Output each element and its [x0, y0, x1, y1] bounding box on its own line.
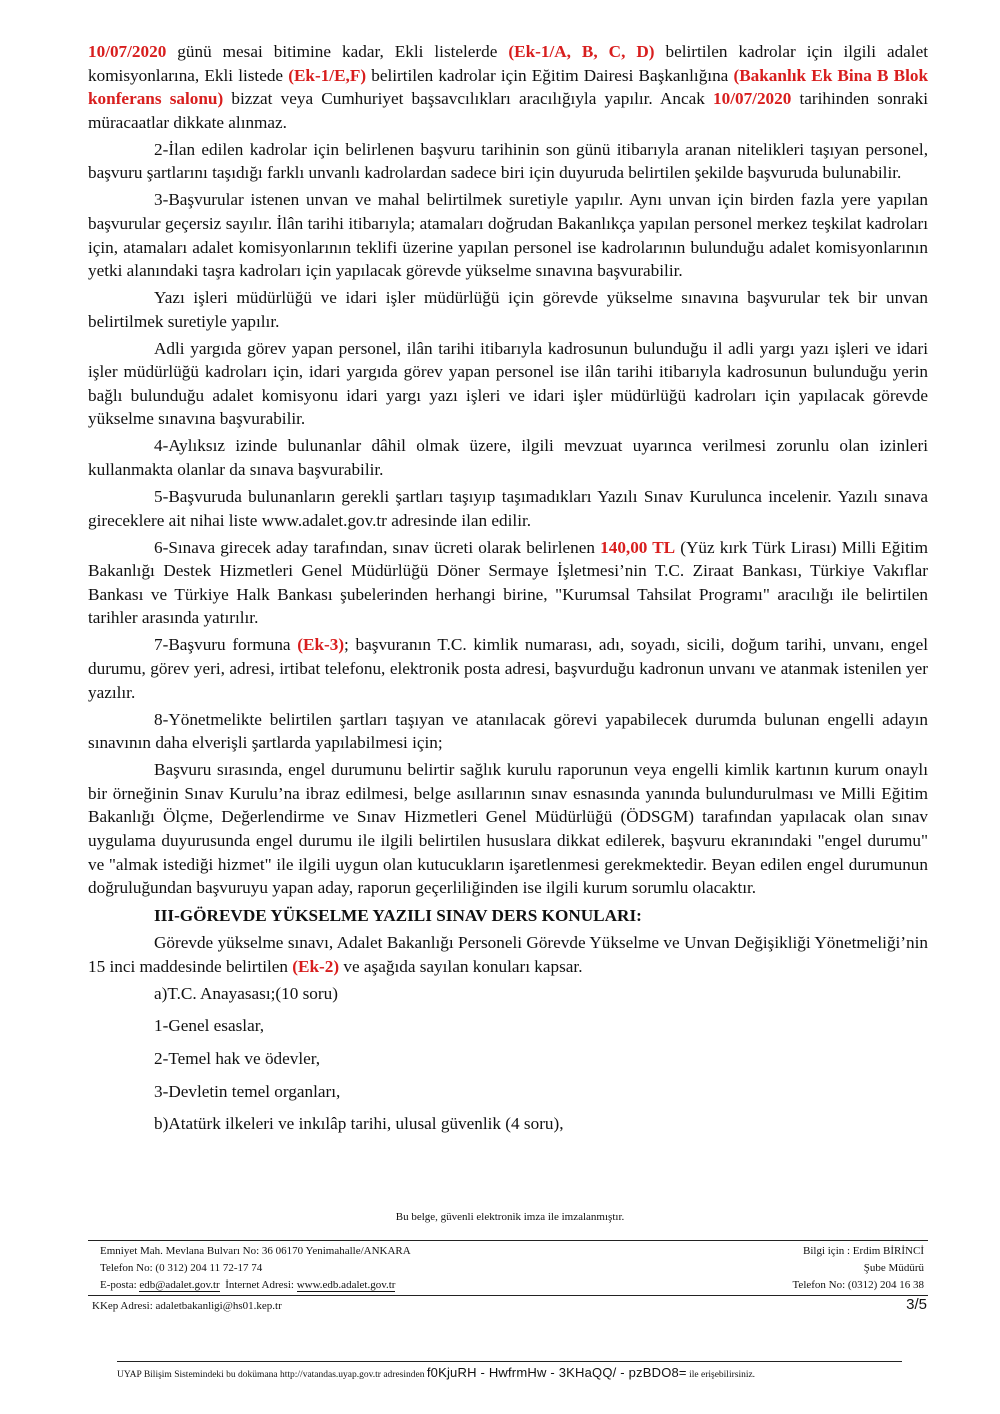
kep-address: KKep Adresi: adaletbakanligi@hs01.kep.tr — [92, 1300, 282, 1312]
paragraph-6: 4-Aylıksız izinde bulunanlar dâhil olmak üzere, ilgili mevzuat uyarınca verilmesi zorunlu olan izinleri kullanmakta olanlar da sınava başvurabilir. — [88, 436, 928, 480]
fee-amount: 140,00 TL — [600, 537, 676, 557]
paragraph-deadline: 10/07/2020 günü mesai bitimine kadar, Ekli listelerde (Ek-1/A, B, C, D) belirtilen kadrolar için ilgili adalet komisyonlarına, Ekli listede (Ek-1/E,F) belirtilen kadrolar için Eğitim Dairesi Başkanlığına (Bakanlık Ek Bina B Blok konferans salonu) bizzat veya Cumhuriyet başsavcılıkları aracılığıyla yapılır. Ancak 10/07/2020 tarihinden sonraki müracaatlar dikkate alınmaz. — [88, 42, 929, 132]
paragraph-8: 8-Yönetmelikte belirtilen şartları taşıyan ve atanılacak görevi yapabilecek durumda bulunan engelli adayın sınavının daha elverişli şartlarda yapılabilmesi için; — [88, 709, 928, 753]
footer-contact-block — [792, 1243, 924, 1294]
document-body — [88, 40, 928, 1145]
uyap-divider — [117, 1361, 902, 1362]
footer-phone: Telefon No: (0 312) 204 11 72-17 74 — [100, 1262, 263, 1274]
contact-phone: Telefon No: (0312) 204 16 38 — [792, 1279, 924, 1291]
deadline-date: 10/07/2020 — [713, 89, 792, 109]
footer-contacts: E-posta: edb@adalet.gov.tr İnternet Adresi: www.edb.adalet.gov.tr — [100, 1279, 396, 1291]
footer-address: Emniyet Mah. Mevlana Bulvarı No: 36 06170 Yenimahalle/ANKARA — [100, 1245, 411, 1257]
paragraph-4: Yazı işleri müdürlüğü ve idari işler müdürlüğü için görevde yükselme sınavına başvurular tek bir unvan belirtilmek suretiyle yapılır. — [88, 288, 928, 331]
contact-title: Şube Müdürü — [863, 1262, 924, 1274]
signature-note: Bu belge, güvenli elektronik imza ile imzalanmıştır. — [395, 1211, 625, 1223]
verification-code: f0KjuRH - HwfrmHw - 3KHaQQ/ - pzBDO8= — [426, 1365, 687, 1380]
list-item: a)T.C. Anayasası;(10 soru) — [154, 983, 338, 1003]
list-item: 1-Genel esaslar, — [154, 1016, 265, 1036]
footer-divider — [88, 1295, 928, 1296]
annex-ref: (Ek-1/E,F) — [288, 65, 367, 85]
venue-text: (Bakanlık Ek Bina B Blok konferans salonu) — [88, 65, 929, 109]
paragraph-2: 2-İlan edilen kadrolar için belirlenen başvuru tarihinin son günü itibarıyla aranan nitelikleri taşıyan personel, başvuru şartlarını taşıdığı farklı unvanlı kadrolardan sadece biri için duyuruda belirtilen şekilde başvuruda bulunabilir. — [88, 139, 928, 183]
annex-ref: (Ek-1/A, B, C, D) — [508, 42, 655, 61]
page-number: 3/5 — [906, 1296, 927, 1313]
paragraph-fee: 6-Sınava girecek aday tarafından, sınav ücreti olarak belirlenen 140,00 TL (Yüz kırk Türk Lirası) Milli Eğitim Bakanlığı Destek Hizmetleri Genel Müdürlüğü Döner Sermaye İşletmesi’nin T.C. Ziraat Bankası, Türkiye Vakıflar Bankası ve Türkiye Halk Bankası şubelerinden herhangi birine, "Kurumsal Tahsilat Programı" aracılığı ile belirtilen tarihler arasında yatırılır. — [88, 537, 928, 628]
list-item: 3-Devletin temel organları, — [154, 1081, 341, 1101]
paragraph-5: Adli yargıda görev yapan personel, ilân tarihi itibarıyla kadrosunun bulunduğu il adli yargı yazı işleri ve idari işler müdürlüğü kadroları için, idari yargıda görev yapan personel ise ilân tarihi itibarıyla kadrosunun bulunduğu yerin bağlı bulunduğu adalet komisyonu idari yargı yazı işleri ve idari işler müdürlüğü kadroları için yapılacak görevde yükselme sınavına başvurabilir. — [88, 338, 928, 429]
paragraph-3: 3-Başvurular istenen unvan ve mahal belirtilmek suretiyle yapılır. Aynı unvan için birden fazla yere yapılan başvurular geçersiz sayılır. İlân tarihi itibarıyla; atamaları doğrudan Bakanlıkça yapılan personel merkez teşkilat kadroları için, atamaları adalet komisyonlarının teklifi üzerine yapılan personel ise kadrolarının bulunduğu adalet komisyonlarının yetki alanındaki taşra kadroları için yapılacak görevde yükselme sınavına başvurabilir. — [88, 190, 928, 281]
paragraph-7: 5-Başvuruda bulunanların gerekli şartları taşıyıp taşımadıkları Yazılı Sınav Kurulunca incelenir. Yazılı sınava gireceklere ait nihai liste www.adalet.gov.tr adresinde ilan edilir. — [88, 487, 928, 530]
annex-ref: (Ek-3) — [297, 635, 345, 655]
list-item: b)Atatürk ilkeleri ve inkılâp tarihi, ulusal güvenlik (4 soru), — [154, 1114, 564, 1134]
footer-address-block — [100, 1243, 411, 1294]
uyap-verification: UYAP Bilişim Sistemindeki bu dokümana http://vatandas.uyap.gov.tr adresinden f0KjuRH - HwfrmHw - 3KHaQQ/ - pzBDO8= ile erişebilirsiniz. — [117, 1365, 756, 1380]
contact-person: Bilgi için : Erdim BİRİNCİ — [803, 1245, 924, 1257]
email-link[interactable]: edb@adalet.gov.tr — [139, 1279, 220, 1291]
deadline-date: 10/07/2020 — [88, 42, 167, 61]
paragraph-scope: Görevde yükselme sınavı, Adalet Bakanlığı Personeli Görevde Yükselme ve Unvan Değişikliği Yönetmeliği’nin 15 inci maddesinde belirtilen (Ek-2) ve aşağıda sayılan konuları kapsar. — [88, 933, 928, 976]
section-heading: III-GÖREVDE YÜKSELME YAZILI SINAV DERS KONULARI: — [154, 905, 642, 925]
annex-ref: (Ek-2) — [292, 956, 340, 976]
list-item: 2-Temel hak ve ödevler, — [154, 1049, 321, 1069]
paragraph-9: Başvuru sırasında, engel durumunu belirtir sağlık kurulu raporunun veya engelli kimlik kartının kurum onaylı bir örneğinin Sınav Kurulu’na ibraz edilmesi, belge asıllarının sınav esnasında yanında bulundurulması ve Milli Eğitim Bakanlığı Ölçme, Değerlendirme ve Sınav Hizmetleri Genel Müdürlüğü (ÖDSGM) tarafından yapılacak olan sınav uygulama duyurusunda engel durumu ile ilgili belirtilen hususlara dikkat edilerek, başvuru ekranındaki "engel durumu" ve "almak istediği hizmet" ile ilgili uygun olan kutucukların işaretlenmesi gerekmektedir. Beyan edilen engel durumunun doğruluğundan başvuruyu yapan aday, raporun geçerliliğinden ise ilgili kurum sorumlu olacaktır. — [88, 760, 928, 898]
website-link[interactable]: www.edb.adalet.gov.tr — [296, 1279, 396, 1291]
footer-divider — [88, 1240, 928, 1241]
paragraph-form: 7-Başvuru formuna (Ek-3); başvuranın T.C. kimlik numarası, adı, soyadı, sicili, doğum tarihi, unvanı, engel durumu, görev yeri, adresi, irtibat telefonu, elektronik posta adresi, başvurduğu kadronun unvanı ve atanmak istenilen yer yazılır. — [88, 635, 928, 702]
